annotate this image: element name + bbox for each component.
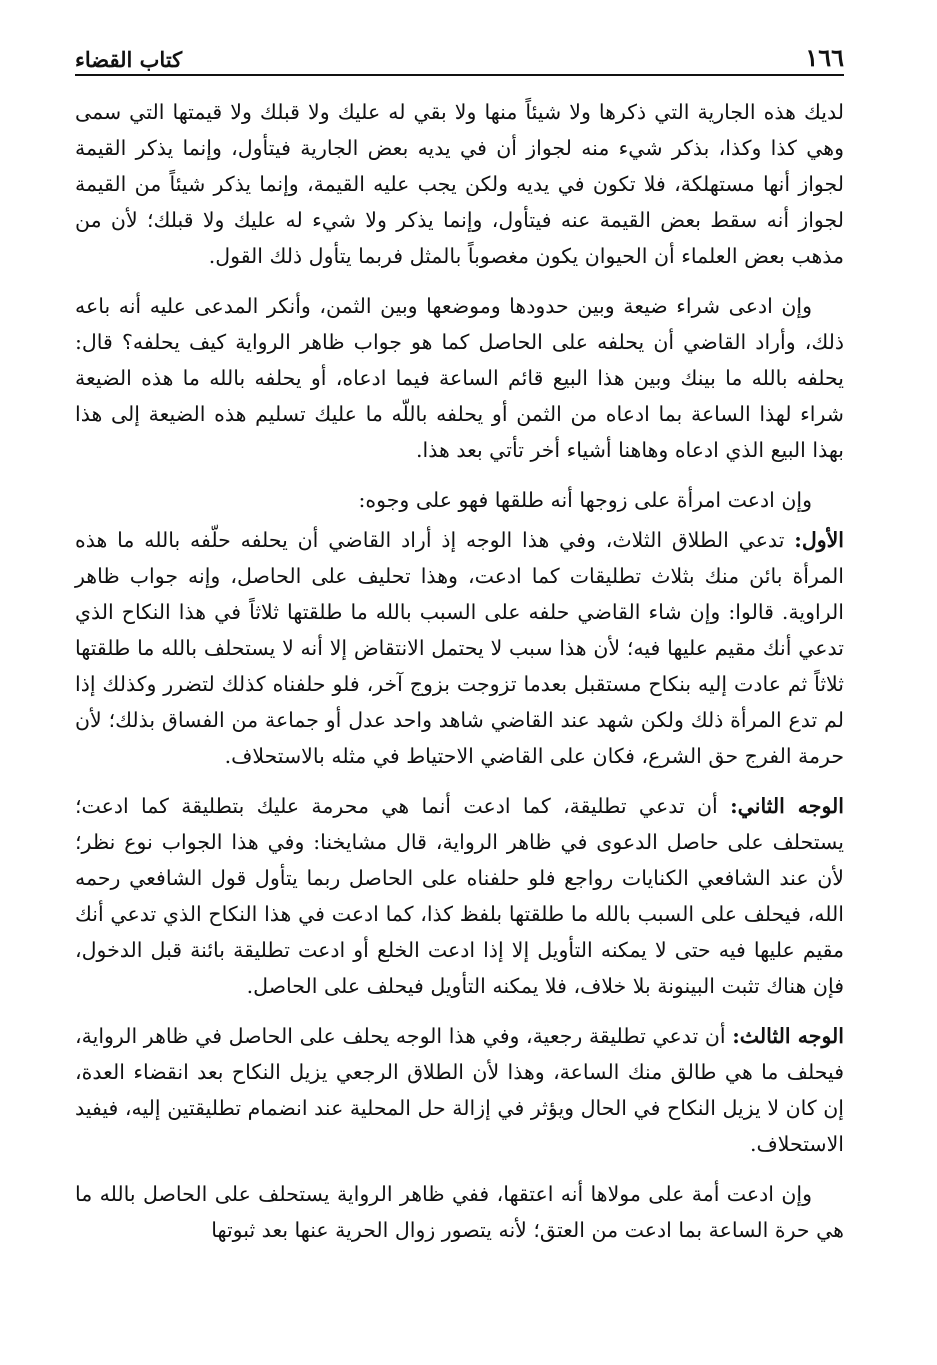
paragraph-4	[75, 522, 844, 774]
paragraph-7	[75, 1176, 844, 1248]
paragraph-text: أن تدعي تطليقة رجعية، وفي هذا الوجه يحلف على الحاصل في ظاهر الرواية، فيحلف ما هي طالق منك الساعة، وهذا لأن الطلاق الرجعي يزيل النكاح بعد انقضاء العدة، إن كان لا يزيل النكاح في الحال ويؤثر في إزالة حل المحلية عند انضمام تطليقتين إليه، فيفيد الاستحلاف.	[75, 1024, 844, 1156]
paragraph-1	[75, 94, 844, 274]
page-header	[75, 38, 844, 72]
paragraph-6	[75, 1018, 844, 1162]
section-term: الوجه الثالث:	[732, 1024, 844, 1048]
page-body	[75, 94, 844, 1262]
paragraph-5	[75, 788, 844, 1004]
paragraph-text: لديك هذه الجارية التي ذكرها ولا شيئاً منها ولا بقي له عليك ولا قبلك ولا قيمتها التي سمى وهي كذا وكذا، بذكر شيء منه لجواز أن في يديه بعض الجارية فيتأول، وإنما يذكر القيمة لجواز أنها مستهلكة، فلا تكون في يديه ولكن يجب عليه القيمة، وإنما يذكر شيئاً من القيمة لجواز أنه سقط بعض القيمة عنه فيتأول، وإنما يذكر ولا شيء له عليك ولا قبلك؛ لأن من مذهب بعض العلماء أن الحيوان يكون مغصوباً بالمثل فربما يتأول ذلك القول.	[75, 100, 844, 268]
section-term: الأول:	[794, 528, 844, 552]
header-rule	[75, 74, 844, 76]
paragraph-text: أن تدعي تطليقة، كما ادعت أنما هي محرمة عليك بتطليقة كما ادعت؛ يستحلف على حاصل الدعوى في ظاهر الرواية، قال مشايخنا: وفي هذا الجواب نوع نظر؛ لأن عند الشافعي الكنايات رواجع فلو حلفناه على الحاصل ربما يتأول قول الشافعي رحمه الله، فيحلف على السبب بالله ما طلقتها بلفظ كذا، كما ادعت في هذا النكاح الذي تدعي أنك مقيم عليها فيه حتى لا يمكنه التأويل إلا إذا ادعت الخلع أو ادعت تطليقة بائنة قبل الدخول، فإن هناك تثبت البينونة بلا خلاف، فلا يمكنه التأويل فيحلف على الحاصل.	[75, 794, 844, 998]
running-title: كتاب القضاء	[75, 47, 183, 72]
paragraph-text: وإن ادعت امرأة على زوجها أنه طلقها فهو على وجوه:	[358, 488, 812, 512]
section-term: الوجه الثاني:	[730, 794, 844, 818]
paragraph-text: وإن ادعى شراء ضيعة وبين حدودها وموضعها وبين الثمن، وأنكر المدعى عليه أنه باعه ذلك، وأراد القاضي أن يحلفه على الحاصل كما هو جواب ظاهر الرواية كيف يحلفه؟ قال: يحلفه بالله ما بينك وبين هذا البيع قائم الساعة فيما ادعاه، أو يحلفه بالله ما هذه الضيعة شراء لهذا الساعة بما ادعاه من الثمن أو يحلفه باللّه ما عليك تسليم هذه الضيعة إلى هذا بهذا البيع الذي ادعاه وهاهنا أشياء أخر تأتي بعد هذا.	[75, 294, 844, 462]
paragraph-3	[75, 482, 844, 518]
paragraph-text: وإن ادعت أمة على مولاها أنه اعتقها، ففي ظاهر الرواية يستحلف على الحاصل بالله ما هي حرة الساعة بما ادعت من العتق؛ لأنه يتصور زوال الحرية عنها بعد ثبوتها	[75, 1182, 844, 1242]
paragraph-text: تدعي الطلاق الثلاث، وفي هذا الوجه إذ أراد القاضي أن يحلفه حلّفه بالله ما هذه المرأة بائن منك بثلاث تطليقات كما ادعت، وهذا تحليف على الحاصل، وإنه جواب ظاهر الراوية. قالوا: وإن شاء القاضي حلفه على السبب بالله ما طلقتها ثلاثاً في هذا النكاح الذي تدعي أنك مقيم عليها فيه؛ لأن هذا سبب لا يحتمل الانتقاض إلا أنه لا يستحلف بالله ما طلقتها ثلاثاً ثم عادت إليه بنكاح مستقبل بعدما تزوجت بزوج آخر، فلو حلفناه كذلك لتضرر وكذلك إذا لم تدع المرأة ذلك ولكن شهد عند القاضي شاهد واحد عدل أو جماعة من الفساق بذلك؛ لأن حرمة الفرج حق الشرع، فكان على القاضي الاحتياط في مثله بالاستحلاف.	[75, 528, 844, 768]
paragraph-2	[75, 288, 844, 468]
page-number: ١٦٦	[805, 43, 844, 72]
